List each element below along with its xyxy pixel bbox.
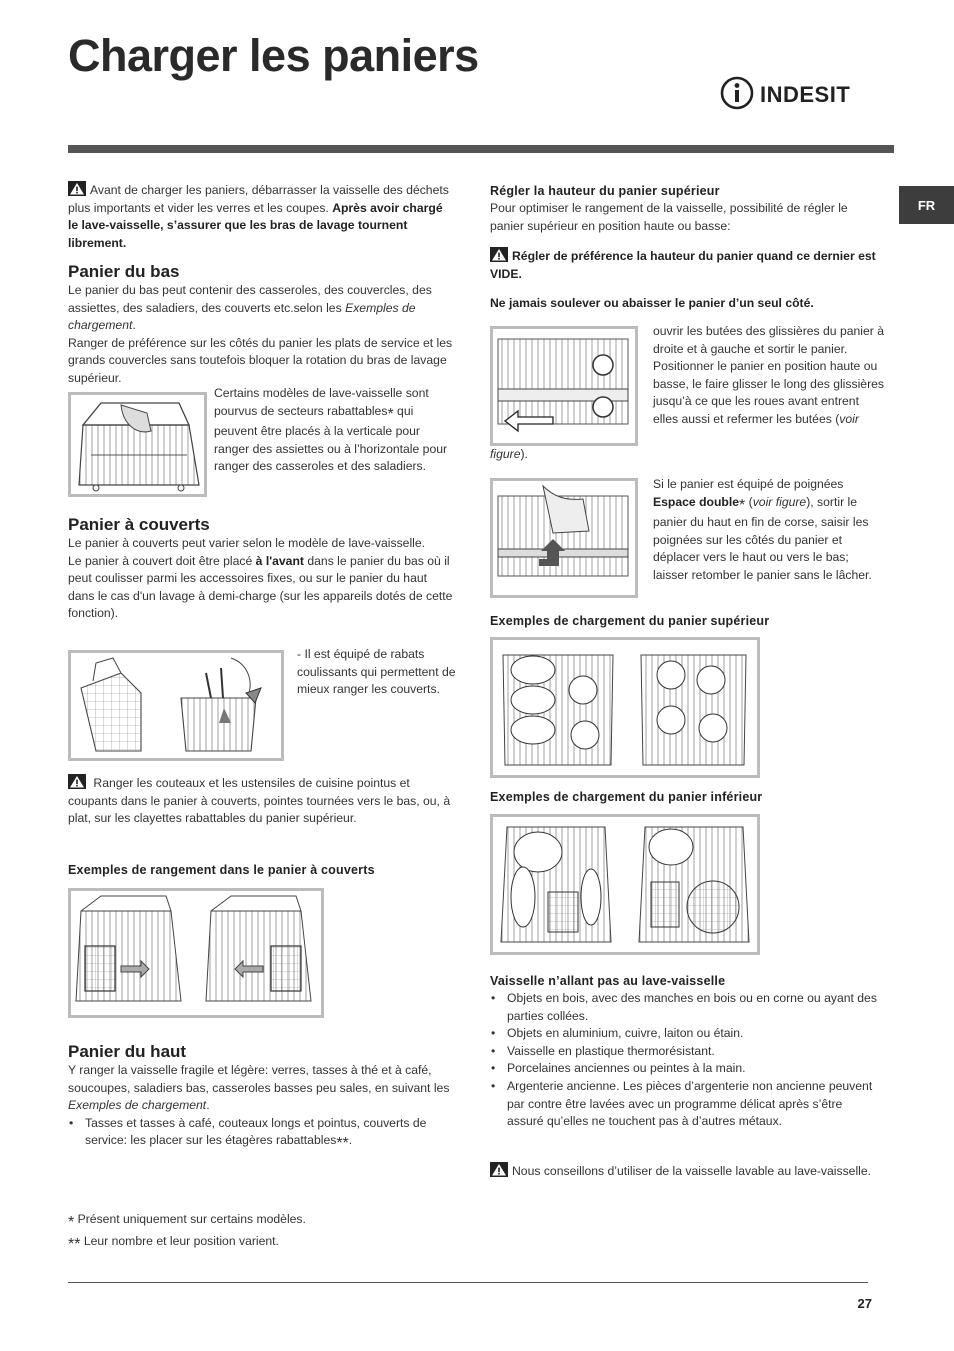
reg-warning (490, 247, 882, 283)
couverts-examples-heading: Exemples de rangement dans le panier à couverts (68, 863, 375, 877)
fig2-em: voir figure (752, 494, 807, 509)
reg-never (490, 295, 882, 313)
reg-block (490, 182, 882, 235)
footnote-mark: * (68, 1214, 75, 1231)
bas-side-text (214, 385, 454, 476)
couverts-warn-text: Ranger les couteaux et les ustensiles de cuisine pointus et coupants dans le panier à couverts, pointes tournées vers le bas, ou, à plat, sur les clayettes rabattables du panier supérieur. (68, 776, 451, 826)
reg-p: Pour optimiser le rangement de la vaisselle, possibilité de régler le panier supérieur en position haute ou basse: (490, 201, 848, 233)
final-warn-text: Nous conseillons d’utiliser de la vaisselle lavable au lave-vaisselle. (512, 1164, 872, 1178)
footnote-1-text: Présent uniquement sur certains modèles. (74, 1212, 306, 1226)
page-title: Charger les paniers (68, 30, 479, 81)
fig2-bold: Espace double (653, 494, 740, 509)
fig1-em: voir (839, 411, 859, 426)
footnote-star: * (387, 405, 394, 423)
ex-sup-heading: Exemples de chargement du panier supérieur (490, 614, 770, 628)
bas-p1-em: Exemples de chargement (68, 300, 416, 333)
lower-basket-examples-figure (490, 814, 760, 955)
heading-panier-haut: Panier du haut (68, 1042, 187, 1061)
bas-side-b: qui peuvent être placés à la verticale pour ranger des assiettes ou à l’horizontale pour ranger des casseroles et des saladiers. (214, 403, 448, 474)
haut-bullet-end: . (348, 1133, 353, 1148)
footnote-star: ** (336, 1135, 349, 1153)
couverts-warning (68, 774, 453, 828)
bas-side-a: Certains modèles de lave-vaisselle sont pourvus de secteurs rabattables (214, 386, 429, 418)
fig2-text-a: Si le panier est équipé de poignées (653, 477, 844, 491)
final-warning (490, 1162, 882, 1181)
reg-never-text: Ne jamais soulever ou abaisser le panier d’un seul côté. (490, 296, 814, 310)
non-heading: Vaisselle n’allant pas au lave-vaisselle (490, 974, 726, 988)
heading-panier-couverts: Panier à couverts (68, 515, 210, 534)
couverts-p1: Le panier à couverts peut varier selon le modèle de lave-vaisselle. (68, 536, 426, 550)
cutlery-examples-figure (68, 888, 324, 1018)
fig1-end: ). (520, 447, 528, 461)
haut-p1-em: Exemples de chargement (68, 1098, 207, 1113)
rail-adjust-figure (490, 326, 638, 446)
footnote-2 (68, 1232, 468, 1254)
footnote-2-text: Leur nombre et leur position varient. (80, 1234, 279, 1248)
fig1-text-end (490, 446, 690, 464)
list-item: • Argenterie ancienne. Les pièces d’argenterie non ancienne peuvent par contre être lavées avec un programme délicat après s’être assuré qu’elles ne touchent pas à d’autres métaux. (507, 1078, 882, 1131)
language-tab: FR (899, 186, 954, 224)
fig2-text (653, 476, 885, 585)
bas-p1-end: . (132, 318, 136, 333)
fig1-text (653, 323, 885, 429)
non-lavable-block (490, 972, 882, 1131)
lower-basket-figure (68, 392, 207, 497)
section-panier-couverts (68, 515, 453, 623)
couverts-p2-b: dans le panier du bas où il peut coulisser parmi les accessoires fixes, ou sur le panier du haut dans le cas d'un lavage à demi-charge (sur les appareils dotés de cette fonction). (68, 553, 453, 621)
fig1-text-a: ouvrir les butées des glissières du panier à droite et à gauche et sortir le panier. Positionner le panier en position haute ou basse, le faire glisser le long des glissières jusqu’à ce que les roues avant entrent elles aussi et refermer les butées ( (653, 324, 885, 426)
ex-inf-heading: Exemples de chargement du panier inférieur (490, 790, 763, 804)
upper-basket-examples-figure (490, 637, 760, 778)
haut-list (68, 1115, 458, 1153)
footnote-star: * (739, 496, 746, 514)
list-item: • Objets en bois, avec des manches en bois ou en corne ou ayant des parties collées. (507, 990, 882, 1025)
footnotes (68, 1210, 468, 1254)
header-rule (68, 145, 894, 153)
reg-warn-text: Régler de préférence la hauteur du panier quand ce dernier est VIDE. (490, 249, 876, 281)
cutlery-basket-figure (68, 650, 284, 761)
list-item: • Porcelaines anciennes ou peintes à la main. (507, 1060, 882, 1078)
couverts-p2-a: Le panier à couvert doit être placé (68, 553, 256, 568)
couverts-p2-bold: à l'avant (255, 553, 304, 568)
section-panier-haut (68, 1042, 458, 1153)
intro-block (68, 181, 453, 252)
footnote-1 (68, 1210, 468, 1232)
haut-bullet-a: Tasses et tasses à café, couteaux longs et pointus, couverts de service: les placer sur les étagères rabattables (85, 1115, 427, 1148)
fig2-text-c: ), sortir le panier du haut en fin de corse, saisir les poignées sur les côtés du panier et déplacer vers le haut ou vers le bas; laisser retomber le panier sans le lâcher. (653, 494, 872, 582)
reg-heading: Régler la hauteur du panier supérieur (490, 184, 720, 198)
bas-p2: Ranger de préférence sur les côtés du panier les plats de service et les grands couvercles sans toutefois bloquer la rotation du bras de lavage supérieur. (68, 335, 453, 385)
page-number: 27 (857, 1296, 872, 1311)
footnote-mark: ** (68, 1236, 81, 1253)
fig2-text-b: ( (745, 494, 753, 509)
couverts-side: - Il est équipé de rabats coulissants qui permettent de mieux ranger les couverts. (297, 647, 456, 697)
intro-text: Avant de charger les paniers, débarrasser la vaisselle des déchets plus importants et vider les verres et les coupes. (68, 183, 449, 215)
list-item: • Vaisselle en plastique thermorésistant. (507, 1043, 882, 1061)
haut-p1-a: Y ranger la vaisselle fragile et légère: verres, tasses à thé et à café, soucoupes, saladiers bas, casseroles basses peu sales, en suivant les (68, 1063, 450, 1095)
warning-triangle-icon (490, 1162, 508, 1177)
list-item: • Objets en aluminium, cuivre, laiton ou étain. (507, 1025, 882, 1043)
warning-triangle-icon (490, 247, 508, 262)
non-list (490, 990, 882, 1131)
brand-name: INDESIT (760, 82, 851, 107)
footer-rule (68, 1282, 868, 1283)
list-item (85, 1115, 458, 1153)
bas-p1: Le panier du bas peut contenir des casseroles, des couvercles, des assiettes, des saladiers, des couverts etc.selon les (68, 283, 432, 315)
warning-triangle-icon (68, 774, 86, 789)
section-panier-bas (68, 262, 453, 388)
intro-bold: Après avoir chargé le lave-vaisselle, s’assurer que les bras de lavage tournent librement. (68, 200, 443, 250)
indesit-logo (720, 76, 870, 112)
warning-triangle-icon (68, 181, 86, 196)
heading-panier-bas: Panier du bas (68, 262, 180, 281)
fig1-em2: figure (490, 447, 521, 461)
double-space-figure (490, 478, 638, 598)
haut-p1-b: . (206, 1098, 210, 1113)
